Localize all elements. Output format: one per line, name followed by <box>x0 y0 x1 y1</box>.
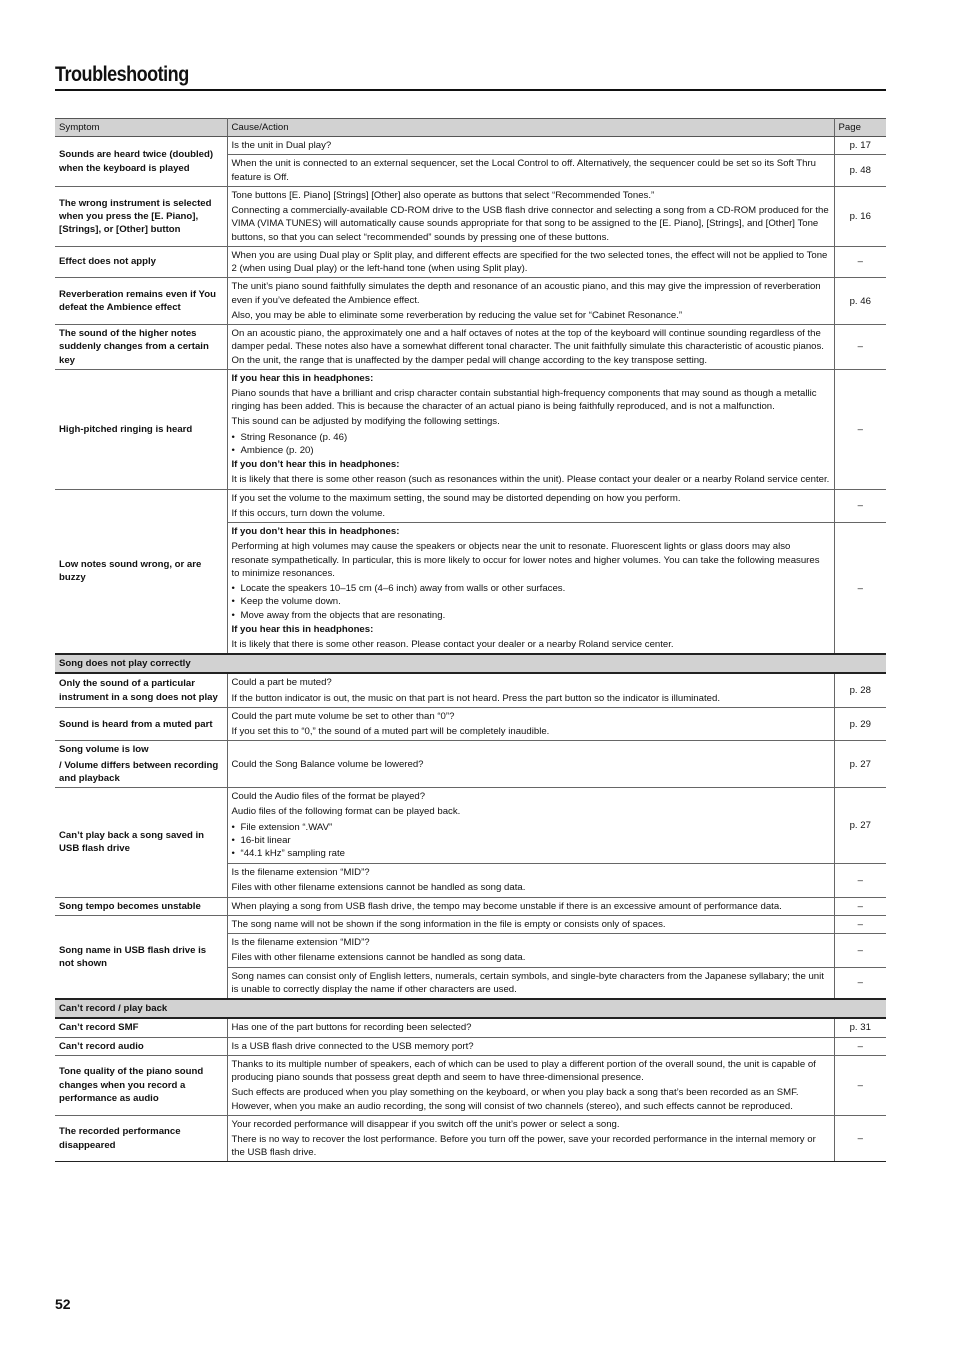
table-row <box>55 325 886 370</box>
cause-text: If this occurs, turn down the volume. <box>231 507 386 519</box>
page-cell: – <box>834 489 886 522</box>
cause-text: Your recorded performance will disappear if you switch off the unit’s power or select a song. <box>231 1118 620 1130</box>
cause-text: Thanks to its multiple number of speakers, each of which can be used to play a different portion of the overall sound, the unit is capable of producing piano sounds that possess great depth and seem to have three-dimensional presence. <box>231 1058 816 1084</box>
page-cell: – <box>834 967 886 999</box>
header-symptom: Symptom <box>55 119 227 137</box>
table-row <box>55 369 886 489</box>
page-cell: – <box>834 934 886 967</box>
cause-cell <box>227 369 834 489</box>
cause-text: Connecting a commercially-available CD-ROM drive to the USB flash drive connector and selecting a song from a CD-ROM produced for the VIMA (VIMA TUNES) will automatically cause sounds appropriate for that song to be assigned to the [E. Piano], [Strings], and [Other] Tone buttons, so that you can select “recommended” sounds by pressing one of these buttons. <box>231 205 829 243</box>
cause-text: Audio files of the following format can be played back. <box>231 806 461 818</box>
table-row <box>55 1018 886 1037</box>
symptom-cell: Can’t record SMF <box>55 1018 227 1037</box>
symptom-cell: Effect does not apply <box>55 246 227 277</box>
table-row <box>55 1115 886 1162</box>
table-row <box>55 278 886 325</box>
table-row <box>55 707 886 740</box>
page-cell: p. 28 <box>834 673 886 707</box>
section-title: Can’t record / play back <box>55 999 886 1018</box>
table-row <box>55 915 886 933</box>
table-row <box>55 246 886 277</box>
table-row <box>55 673 886 707</box>
cause-cell <box>227 707 834 740</box>
cause-cell <box>227 934 834 967</box>
cause-text: Performing at high volumes may cause the speakers or objects near the unit to resonate. Fluorescent lights or glass doors may also resonate sympathetically. In particular, this is more likely to occur for lower notes and higher volumes. You can take the following measures to minimize resonances. <box>231 541 820 579</box>
symptom-cell: Song name in USB flash drive is not shown <box>55 915 227 999</box>
cause-cell <box>227 1115 834 1162</box>
cause-text: Could the part mute volume be set to other than “0”? <box>231 710 455 722</box>
cause-text: If you set the volume to the maximum setting, the sound may be distorted depending on how you perform. <box>231 492 681 504</box>
symptom-cell: Tone quality of the piano sound changes when you record a performance as audio <box>55 1055 227 1115</box>
symptom-line: / Volume differs between recording and playback <box>59 759 219 784</box>
troubleshooting-table <box>55 118 886 1162</box>
cause-cell: When the unit is connected to an external sequencer, set the Local Control to off. Alternatively, the sequencer could be set so its Soft Thru feature is Off. <box>227 155 834 186</box>
cause-cell <box>227 673 834 707</box>
cause-cell <box>227 1055 834 1115</box>
cause-cell: Could the Song Balance volume be lowered? <box>227 741 834 788</box>
page-cell: – <box>834 523 886 655</box>
cause-text: If the button indicator is out, the music on that part is not heard. Press the part button so the indicator is illuminated. <box>231 692 720 704</box>
cause-cell: Has one of the part buttons for recording been selected? <box>227 1018 834 1037</box>
cause-text: Is the filename extension “MID”? <box>231 937 370 949</box>
page-cell: p. 29 <box>834 707 886 740</box>
page-cell: – <box>834 1055 886 1115</box>
cause-cell <box>227 788 834 864</box>
cause-heading: If you don’t hear this in headphones: <box>231 459 400 471</box>
table-row <box>55 1055 886 1115</box>
bullet-list <box>232 582 830 622</box>
page-cell: – <box>834 246 886 277</box>
page-cell: – <box>834 1115 886 1162</box>
symptom-cell <box>55 741 227 788</box>
list-item: • Move away from the objects that are resonating. <box>232 609 830 622</box>
symptom-cell: Sounds are heard twice (doubled) when the keyboard is played <box>55 137 227 187</box>
symptom-cell: The sound of the higher notes suddenly changes from a certain key <box>55 325 227 370</box>
cause-text: Such effects are produced when you play something on the keyboard, or when you play back a song that’s been recorded as an SMF. However, when you make an audio recording, the song will consist of two channels (stereo), and such effects cannot be reproduced. <box>231 1087 799 1112</box>
page-cell: p. 46 <box>834 278 886 325</box>
page-cell: p. 48 <box>834 155 886 186</box>
cause-cell: On an acoustic piano, the approximately one and a half octaves of notes at the top of the keyboard will continue sounding regardless of the damper pedal. These notes also have a somewhat different tonal character. The unit faithfully simulate this characteristic of acoustic pianos. On the unit, the range that is unaffected by the damper pedal will change according to the key transpose setting. <box>227 325 834 370</box>
symptom-cell: Can’t record audio <box>55 1037 227 1055</box>
page-cell: p. 17 <box>834 137 886 155</box>
list-item: • 16-bit linear <box>232 834 830 847</box>
cause-cell <box>227 278 834 325</box>
header-page: Page <box>834 119 886 137</box>
cause-text: If you set this to “0,” the sound of a muted part will be completely inaudible. <box>231 726 550 738</box>
page-cell: p. 16 <box>834 186 886 246</box>
cause-text: There is no way to recover the lost performance. Before you turn off the power, save your recorded performance in the internal memory or the USB flash drive. <box>231 1134 816 1159</box>
list-item: • Locate the speakers 10–15 cm (4–6 inch) away from walls or other surfaces. <box>232 582 830 595</box>
cause-text: Piano sounds that have a brilliant and crisp character contain substantial high-frequency components that may sound as though a metallic ringing has been added. This is because the character of an actual piano is being faithfully reproduced, and is not a malfunction. <box>231 387 817 413</box>
cause-heading: If you hear this in headphones: <box>231 372 374 384</box>
table-row <box>55 186 886 246</box>
symptom-cell: Can’t play back a song saved in USB flash drive <box>55 788 227 898</box>
cause-cell: Is the unit in Dual play? <box>227 137 834 155</box>
page-cell: – <box>834 325 886 370</box>
cause-cell: When playing a song from USB flash drive, the tempo may become unstable if there is an excessive amount of performance data. <box>227 897 834 915</box>
cause-text: This sound can be adjusted by modifying the following settings. <box>231 416 500 428</box>
cause-text: It is likely that there is some other reason. Please contact your dealer or a nearby Roland service center. <box>231 638 674 650</box>
list-item: • File extension “.WAV” <box>232 821 830 834</box>
cause-text: Also, you may be able to eliminate some reverberation by reducing the value set for “Cabinet Resonance.” <box>231 309 683 321</box>
cause-cell: When you are using Dual play or Split play, and different effects are specified for the two selected tones, the effect will not be applied to Tone 2 (when using Dual play) or the left-hand tone (when using Split play). <box>227 246 834 277</box>
page-cell: p. 27 <box>834 741 886 788</box>
cause-text: Tone buttons [E. Piano] [Strings] [Other] also operate as buttons that select “Recommended Tones.” <box>231 189 655 201</box>
symptom-cell: Only the sound of a particular instrument in a song does not play <box>55 673 227 707</box>
page-cell: – <box>834 897 886 915</box>
section-header-row <box>55 999 886 1018</box>
page-cell: – <box>834 915 886 933</box>
table-row <box>55 489 886 522</box>
symptom-cell: Sound is heard from a muted part <box>55 707 227 740</box>
cause-text: Could the Audio files of the format be played? <box>231 791 426 803</box>
section-title: Song does not play correctly <box>55 654 886 673</box>
table-row <box>55 137 886 155</box>
cause-cell <box>227 186 834 246</box>
title-rule <box>55 89 886 91</box>
table-row <box>55 897 886 915</box>
symptom-cell: The recorded performance disappeared <box>55 1115 227 1162</box>
table-header-row <box>55 119 886 137</box>
table-row <box>55 741 886 788</box>
symptom-cell: Song tempo becomes unstable <box>55 897 227 915</box>
bullet-list <box>232 431 830 457</box>
page-cell: – <box>834 369 886 489</box>
bullet-list <box>232 821 830 861</box>
cause-cell <box>227 489 834 522</box>
cause-text: Files with other filename extensions cannot be handled as song data. <box>231 952 526 964</box>
symptom-cell: Reverberation remains even if You defeat the Ambience effect <box>55 278 227 325</box>
header-cause: Cause/Action <box>227 119 834 137</box>
table-row <box>55 788 886 864</box>
cause-heading: If you don’t hear this in headphones: <box>231 526 400 538</box>
table-row <box>55 1037 886 1055</box>
cause-heading: If you hear this in headphones: <box>231 623 374 635</box>
page-title: Troubleshooting <box>55 63 189 86</box>
page-cell: p. 31 <box>834 1018 886 1037</box>
symptom-cell: Low notes sound wrong, or are buzzy <box>55 489 227 654</box>
cause-text: It is likely that there is some other reason (such as resonances within the unit). Please contact your dealer or a nearby Roland service center. <box>231 474 830 486</box>
cause-cell: The song name will not be shown if the song information in the file is empty or consists only of spaces. <box>227 915 834 933</box>
page-cell: p. 27 <box>834 788 886 864</box>
cause-text: Could a part be muted? <box>231 677 332 689</box>
list-item: • Ambience (p. 20) <box>232 444 830 457</box>
cause-cell: Is a USB flash drive connected to the USB memory port? <box>227 1037 834 1055</box>
cause-text: Files with other filename extensions cannot be handled as song data. <box>231 882 526 894</box>
page-cell: – <box>834 1037 886 1055</box>
page-cell: – <box>834 864 886 897</box>
symptom-cell: The wrong instrument is selected when you press the [E. Piano], [Strings], or [Other] button <box>55 186 227 246</box>
section-header-row <box>55 654 886 673</box>
cause-cell: Song names can consist only of English letters, numerals, certain symbols, and single-byte characters from the Japanese syllabary; the unit is unable to correctly display the name if other characters are used. <box>227 967 834 999</box>
symptom-cell: High-pitched ringing is heard <box>55 369 227 489</box>
list-item: • Keep the volume down. <box>232 595 830 608</box>
list-item: • String Resonance (p. 46) <box>232 431 830 444</box>
cause-text: The unit’s piano sound faithfully simulates the depth and resonance of an acoustic piano, and this may give the impression of reverberation even if you’ve defeated the Ambience effect. <box>231 281 821 306</box>
cause-cell <box>227 523 834 655</box>
cause-cell <box>227 864 834 897</box>
symptom-line: Song volume is low <box>59 744 149 756</box>
list-item: • “44.1 kHz” sampling rate <box>232 847 830 860</box>
cause-text: Is the filename extension “MID”? <box>231 867 370 879</box>
page-number: 52 <box>55 1296 71 1312</box>
